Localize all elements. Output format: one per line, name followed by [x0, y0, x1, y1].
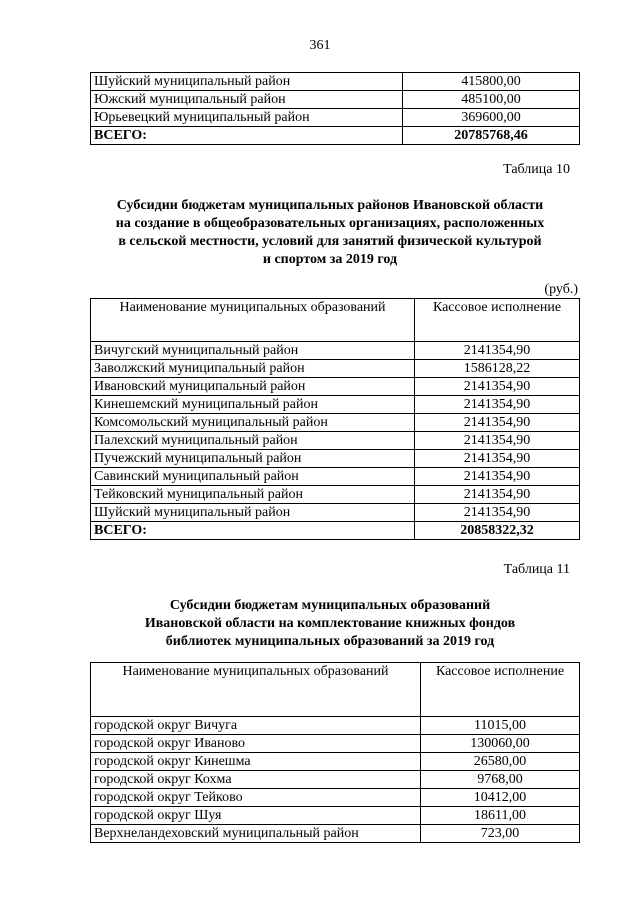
cell-name: городской округ Кинешма	[91, 753, 421, 771]
cell-name: Тейковский муниципальный район	[91, 486, 415, 504]
table-row	[91, 789, 580, 807]
table-row	[91, 450, 580, 468]
cell-name: Ивановский муниципальный район	[91, 378, 415, 396]
table-row	[91, 342, 580, 360]
unit-label: (руб.)	[544, 282, 578, 297]
cell-name: Заволжский муниципальный район	[91, 360, 415, 378]
table-row	[91, 91, 580, 109]
cell-value: 11015,00	[421, 717, 580, 735]
cell-value: 9768,00	[421, 771, 580, 789]
table-row	[91, 432, 580, 450]
table-11	[90, 662, 580, 843]
cell-value: 20785768,46	[403, 127, 580, 145]
cell-name: Кинешемский муниципальный район	[91, 396, 415, 414]
cell-value: 485100,00	[403, 91, 580, 109]
table-previous-continuation	[90, 72, 580, 145]
cell-name: городской округ Кохма	[91, 771, 421, 789]
column-header-value: Кассовое исполнение	[421, 663, 580, 717]
cell-name: Пучежский муниципальный район	[91, 450, 415, 468]
cell-value: 2141354,90	[415, 450, 580, 468]
cell-value: 2141354,90	[415, 342, 580, 360]
title-line: Субсидии бюджетам муниципальных районов Ивановской области	[116, 198, 544, 213]
cell-value: 1586128,22	[415, 360, 580, 378]
cell-name: Шуйский муниципальный район	[91, 504, 415, 522]
cell-name: Савинский муниципальный район	[91, 468, 415, 486]
table-row	[91, 504, 580, 522]
title-line: Субсидии бюджетам муниципальных образований	[169, 598, 491, 613]
table-11-title	[0, 597, 640, 651]
table-10-label: Таблица 10	[503, 162, 570, 177]
cell-name: Комсомольский муниципальный район	[91, 414, 415, 432]
cell-name: Юрьевецкий муниципальный район	[91, 109, 403, 127]
table-row	[91, 396, 580, 414]
cell-value: 2141354,90	[415, 378, 580, 396]
table-row	[91, 753, 580, 771]
column-header-name: Наименование муниципальных образований	[91, 299, 415, 342]
cell-value: 2141354,90	[415, 414, 580, 432]
table-row	[91, 378, 580, 396]
cell-name: городской округ Тейково	[91, 789, 421, 807]
cell-name: Шуйский муниципальный район	[91, 73, 403, 91]
cell-value: 2141354,90	[415, 486, 580, 504]
cell-name: ВСЕГО:	[91, 522, 415, 540]
cell-value: 723,00	[421, 825, 580, 843]
cell-value: 369600,00	[403, 109, 580, 127]
table-row	[91, 486, 580, 504]
cell-value: 26580,00	[421, 753, 580, 771]
cell-name: Южский муниципальный район	[91, 91, 403, 109]
table-row	[91, 73, 580, 91]
total-row	[91, 522, 580, 540]
title-line: в сельской местности, условий для занятий физической культурой	[118, 234, 542, 249]
table-row	[91, 825, 580, 843]
cell-name: городской округ Шуя	[91, 807, 421, 825]
table-header-row	[91, 663, 580, 717]
title-line: библиотек муниципальных образований за 2019 год	[165, 634, 495, 649]
table-row	[91, 109, 580, 127]
table-row	[91, 717, 580, 735]
cell-name: городской округ Иваново	[91, 735, 421, 753]
table-row	[91, 360, 580, 378]
cell-value: 415800,00	[403, 73, 580, 91]
title-line: Ивановской области на комплектование книжных фондов	[144, 616, 516, 631]
table-row	[91, 414, 580, 432]
table-row	[91, 735, 580, 753]
cell-name: городской округ Вичуга	[91, 717, 421, 735]
total-row	[91, 127, 580, 145]
table-row	[91, 771, 580, 789]
column-header-name: Наименование муниципальных образований	[91, 663, 421, 717]
column-header-value: Кассовое исполнение	[415, 299, 580, 342]
table-row	[91, 468, 580, 486]
cell-value: 2141354,90	[415, 504, 580, 522]
title-line: на создание в общеобразовательных организациях, расположенных	[115, 216, 545, 231]
cell-name: ВСЕГО:	[91, 127, 403, 145]
table-11-label: Таблица 11	[503, 562, 570, 577]
table-10	[90, 298, 580, 540]
cell-name: Верхнеландеховский муниципальный район	[91, 825, 421, 843]
table-10-title	[0, 197, 640, 269]
cell-value: 2141354,90	[415, 432, 580, 450]
cell-value: 130060,00	[421, 735, 580, 753]
page-number: 361	[309, 38, 331, 53]
table-header-row	[91, 299, 580, 342]
cell-value: 20858322,32	[415, 522, 580, 540]
cell-value: 2141354,90	[415, 468, 580, 486]
cell-name: Палехский муниципальный район	[91, 432, 415, 450]
cell-name: Вичугский муниципальный район	[91, 342, 415, 360]
cell-value: 18611,00	[421, 807, 580, 825]
title-line: и спортом за 2019 год	[262, 252, 398, 267]
cell-value: 2141354,90	[415, 396, 580, 414]
table-row	[91, 807, 580, 825]
cell-value: 10412,00	[421, 789, 580, 807]
